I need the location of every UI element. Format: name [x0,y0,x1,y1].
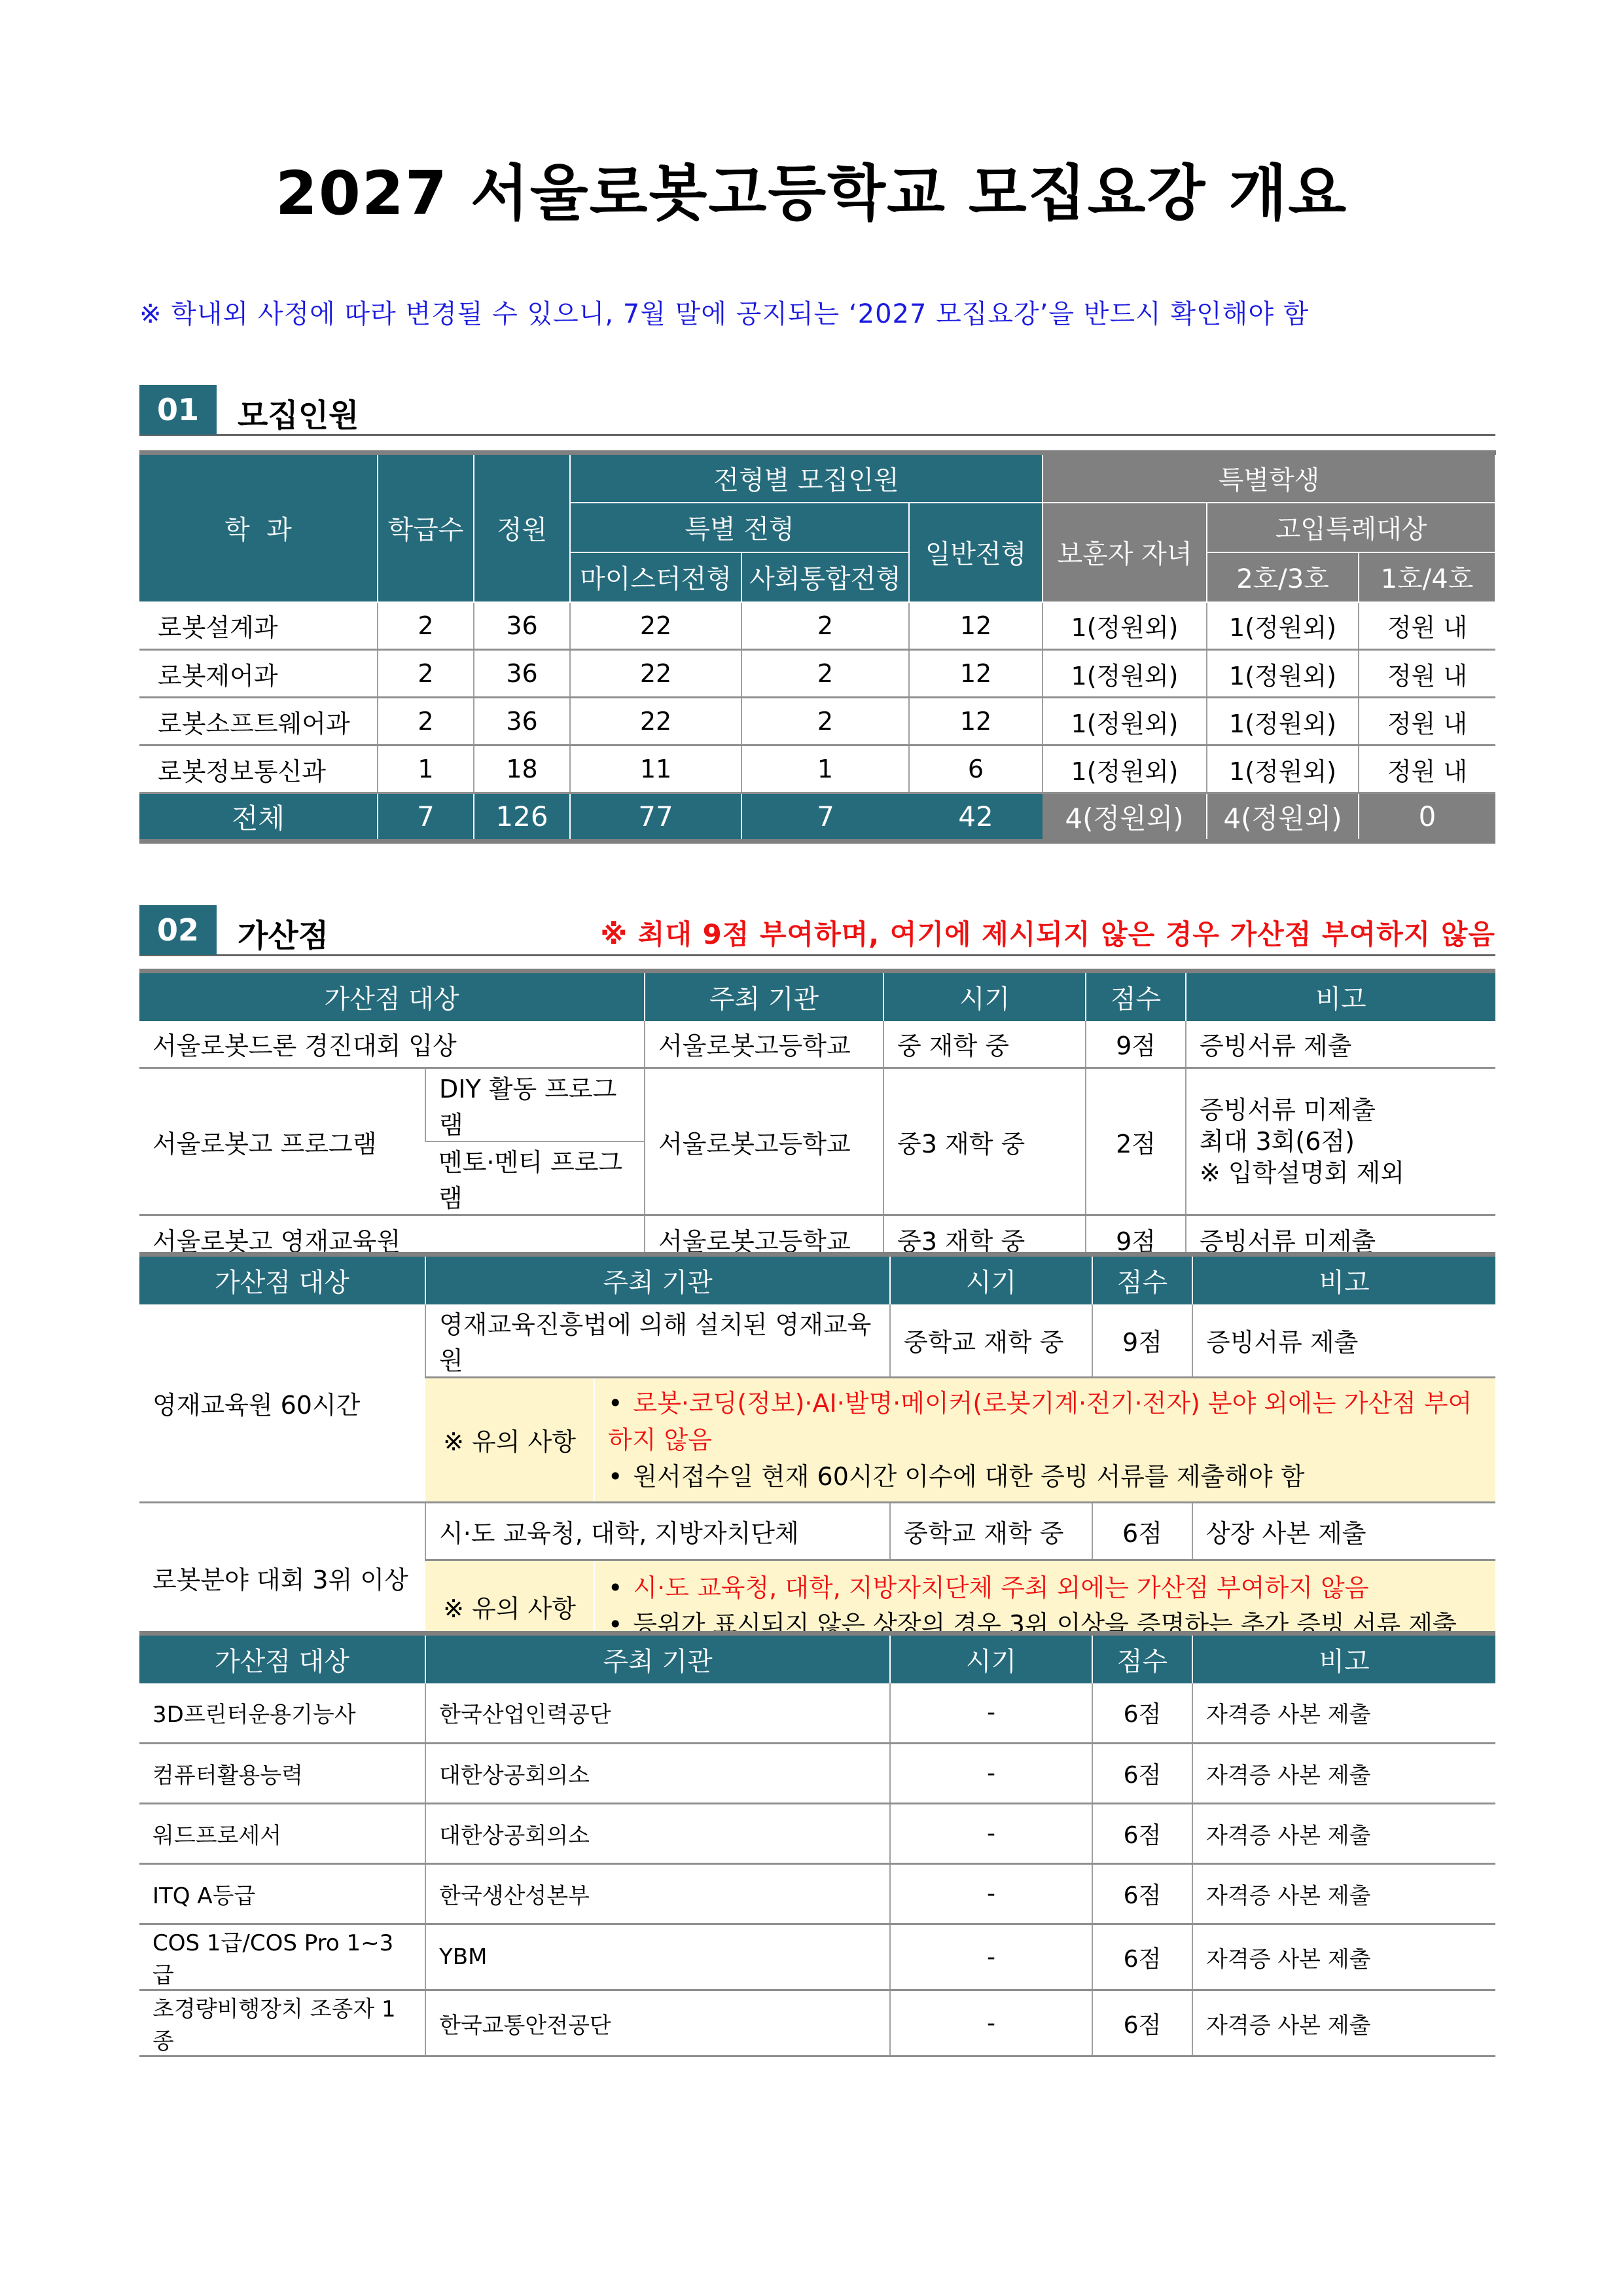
header-remarks: 비고 [1192,1634,1495,1683]
cert-org: 대한상공회의소 [425,1744,890,1804]
classes: 2 [378,698,474,745]
bonus-target: 로봇분야 대회 3위 이상 [139,1502,425,1653]
bonus-target: 서울로봇고 프로그램 [139,1068,425,1215]
table-row [139,698,1495,745]
note-label: ※ 유의 사항 [425,1377,594,1502]
header-period: 시기 [883,971,1086,1021]
total-general: 42 [909,793,1043,842]
cert-period: - [890,1864,1092,1924]
bonus-period: 중3 재학 중 [883,1068,1086,1215]
cert-remarks: 자격증 사본 제출 [1192,1864,1495,1924]
header-hs-admission: 고입특례대상 [1207,503,1495,552]
dept-name: 로봇정보통신과 [139,745,378,793]
cert-remarks: 자격증 사본 제출 [1192,1990,1495,2056]
table-row [139,1804,1495,1864]
remark-line: ※ 입학설명회 제외 [1200,1158,1404,1187]
table-row [139,1924,1495,1990]
bonus-subprogram: DIY 활동 프로그램 [425,1068,645,1142]
table-row [139,745,1495,793]
note-body [594,1377,1495,1502]
social: 2 [741,650,909,698]
header-no14: 1호/4호 [1359,552,1495,602]
dept-name: 로봇제어과 [139,650,378,698]
quota: 36 [474,698,570,745]
table-row [139,1990,1495,2056]
meister: 22 [570,602,741,650]
note-label: ※ 유의 사항 [425,1560,594,1653]
social: 2 [741,698,909,745]
bonus-certificate-table [139,1631,1495,2057]
header-period: 시기 [890,1634,1092,1683]
bonus-score: 2점 [1086,1068,1186,1215]
header-org: 주최 기관 [645,971,883,1021]
general: 12 [909,650,1043,698]
no23: 1(정원외) [1207,602,1359,650]
bonus-score: 9점 [1086,1021,1186,1068]
quota: 18 [474,745,570,793]
section-number: 01 [139,385,217,435]
bonus-remarks [1186,1068,1495,1215]
no14: 정원 내 [1359,745,1495,793]
cert-score: 6점 [1092,1683,1192,1744]
bonus-target: 영재교육원 60시간 [139,1304,425,1503]
bonus-score: 9점 [1086,1215,1186,1263]
social: 1 [741,745,909,793]
bonus-remarks: 증빙서류 제출 [1192,1304,1495,1378]
cert-period: - [890,1924,1092,1990]
remark-line: 최대 3회(6점) [1200,1127,1355,1156]
table-row [139,650,1495,698]
cert-name: 초경량비행장치 조종자 1종 [139,1990,425,2056]
total-social: 7 [741,793,909,842]
cert-period: - [890,1683,1092,1744]
cert-remarks: 자격증 사본 제출 [1192,1683,1495,1744]
bonus-period: 중 재학 중 [883,1021,1086,1068]
section-header-bonus [139,905,1495,956]
total-no23: 4(정원외) [1207,793,1359,842]
bonus-score: 9점 [1092,1304,1192,1378]
header-special-type: 특별 전형 [570,503,909,552]
header-quota: 정원 [474,453,570,602]
header-meister: 마이스터전형 [570,552,741,602]
no14: 정원 내 [1359,602,1495,650]
table-row [139,1068,1495,1142]
cert-remarks: 자격증 사본 제출 [1192,1804,1495,1864]
cert-org: 한국교통안전공단 [425,1990,890,2056]
header-social: 사회통합전형 [741,552,909,602]
bonus-target: 서울로봇드론 경진대회 입상 [139,1021,645,1068]
veterans: 1(정원외) [1043,602,1207,650]
total-classes: 7 [378,793,474,842]
no23: 1(정원외) [1207,745,1359,793]
no23: 1(정원외) [1207,650,1359,698]
remark-line: 증빙서류 미제출 [1200,1096,1376,1124]
bonus-org: 서울로봇고등학교 [645,1021,883,1068]
bonus-org: 서울로봇고등학교 [645,1068,883,1215]
recruitment-table [139,450,1496,844]
bonus-external-table [139,1252,1495,1654]
bonus-school-table [139,969,1495,1264]
header-no23: 2호/3호 [1207,552,1359,602]
cert-name: 컴퓨터활용능력 [139,1744,425,1804]
section-title: 가산점 [238,918,329,954]
veterans: 1(정원외) [1043,745,1207,793]
table-row [139,1304,1495,1378]
header-by-type: 전형별 모집인원 [570,453,1043,503]
bonus-period: 중학교 재학 중 [890,1502,1092,1560]
total-quota: 126 [474,793,570,842]
page-title: 2027 서울로봇고등학교 모집요강 개요 [275,158,1348,228]
bonus-target: 서울로봇고 영재교육원 [139,1215,645,1263]
cert-org: 한국산업인력공단 [425,1683,890,1744]
cert-remarks: 자격증 사본 제출 [1192,1924,1495,1990]
cert-name: COS 1급/COS Pro 1~3급 [139,1924,425,1990]
change-notice: ※ 학내외 사정에 따라 변경될 수 있으니, 7월 말에 공지되는 ‘2027 모집요강’을 반드시 확인해야 함 [139,299,1310,329]
header-org: 주최 기관 [425,1255,890,1304]
header-classes: 학급수 [378,453,474,602]
header-score: 점수 [1092,1255,1192,1304]
bonus-subprogram: 멘토·멘티 프로그램 [425,1141,645,1215]
header-dept: 학 과 [139,453,378,602]
header-remarks: 비고 [1192,1255,1495,1304]
cert-score: 6점 [1092,1804,1192,1864]
classes: 2 [378,602,474,650]
header-veterans: 보훈자 자녀 [1043,503,1207,602]
header-score: 점수 [1086,971,1186,1021]
table-row [139,1021,1495,1068]
header-remarks: 비고 [1186,971,1495,1021]
meister: 11 [570,745,741,793]
bonus-max-note: ※ 최대 9점 부여하며, 여기에 제시되지 않은 경우 가산점 부여하지 않음 [600,918,1495,950]
general: 12 [909,602,1043,650]
cert-org: 대한상공회의소 [425,1804,890,1864]
bonus-remarks: 증빙서류 미제출 [1186,1215,1495,1263]
no23: 1(정원외) [1207,698,1359,745]
general: 12 [909,698,1043,745]
cert-score: 6점 [1092,1864,1192,1924]
no14: 정원 내 [1359,698,1495,745]
dept-name: 로봇설계과 [139,602,378,650]
cert-score: 6점 [1092,1744,1192,1804]
cert-period: - [890,1804,1092,1864]
table-row [139,1683,1495,1744]
bonus-remarks: 상장 사본 제출 [1192,1502,1495,1560]
cert-period: - [890,1744,1092,1804]
bonus-remarks: 증빙서류 제출 [1186,1021,1495,1068]
cert-name: 3D프린터운용기능사 [139,1683,425,1744]
cert-score: 6점 [1092,1924,1192,1990]
table-row [139,1864,1495,1924]
header-target: 가산점 대상 [324,984,459,1014]
header-target: 가산점 대상 [215,1267,349,1298]
bonus-org: 시·도 교육청, 대학, 지방자치단체 [425,1502,890,1560]
quota: 36 [474,650,570,698]
social: 2 [741,602,909,650]
cert-score: 6점 [1092,1990,1192,2056]
veterans: 1(정원외) [1043,650,1207,698]
cert-name: 워드프로세서 [139,1804,425,1864]
header-special-students: 특별학생 [1043,453,1495,503]
note-item: • 원서접수일 현재 60시간 이수에 대한 증빙 서류를 제출해야 함 [608,1458,1482,1495]
note-item: • 시·도 교육청, 대학, 지방자치단체 주최 외에는 가산점 부여하지 않음 [608,1570,1482,1606]
cert-name: ITQ A등급 [139,1864,425,1924]
cert-org: 한국생산성본부 [425,1864,890,1924]
table-row [139,602,1495,650]
header-target: 가산점 대상 [215,1646,349,1677]
header-score: 점수 [1092,1634,1192,1683]
total-meister: 77 [570,793,741,842]
bonus-org: 서울로봇고등학교 [645,1215,883,1263]
classes: 2 [378,650,474,698]
header-org: 주최 기관 [425,1634,890,1683]
table-row [139,1502,1495,1560]
bonus-period: 중학교 재학 중 [890,1304,1092,1378]
header-general: 일반전형 [909,503,1043,602]
note-item: • 등위가 표시되지 않은 상장의 경우 3위 이상을 증명하는 추가 증빙 서류 제출 [608,1606,1482,1643]
meister: 22 [570,650,741,698]
section-title: 모집인원 [238,397,359,434]
note-item: • 로봇·코딩(정보)·AI·발명·메이커(로봇기계·전기·전자) 분야 외에는 가산점 부여하지 않음 [608,1385,1482,1458]
no14: 정원 내 [1359,650,1495,698]
cert-org: YBM [425,1924,890,1990]
cert-period: - [890,1990,1092,2056]
total-no14: 0 [1359,793,1495,842]
veterans: 1(정원외) [1043,698,1207,745]
general: 6 [909,745,1043,793]
classes: 1 [378,745,474,793]
header-period: 시기 [890,1255,1092,1304]
section-header-recruitment [139,385,1495,436]
section-number: 02 [139,905,217,955]
cert-remarks: 자격증 사본 제출 [1192,1744,1495,1804]
quota: 36 [474,602,570,650]
total-row [139,793,1495,842]
table-row [139,1744,1495,1804]
total-veterans: 4(정원외) [1043,793,1207,842]
bonus-org: 영재교육진흥법에 의해 설치된 영재교육원 [425,1304,890,1378]
meister: 22 [570,698,741,745]
bonus-score: 6점 [1092,1502,1192,1560]
total-label: 전체 [139,793,378,842]
bonus-period: 중3 재학 중 [883,1215,1086,1263]
dept-name: 로봇소프트웨어과 [139,698,378,745]
